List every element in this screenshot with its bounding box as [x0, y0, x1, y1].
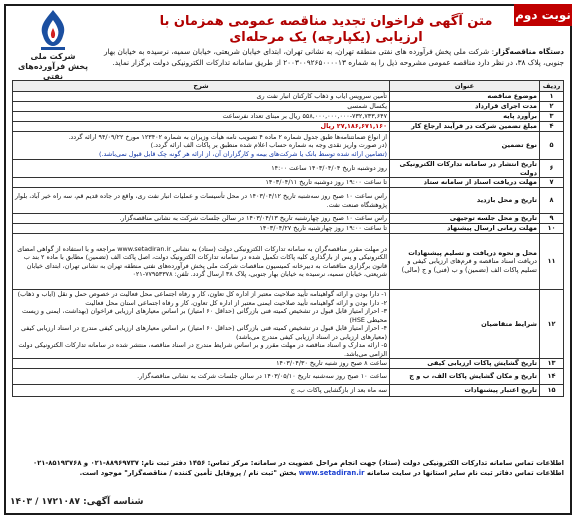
guarantee-line-1: از انواع ضمانتنامه‌ها طبق جدول شماره ۲ ماده ۴ تصویب نامه هیأت وزیران به شماره ۱۲۳۴۰۲ مورخ ۹۴/۰۹/۲۲ ارائه گردد.	[68, 132, 387, 141]
row-description: راس ساعت ۱۰ صبح روز چهارشنبه تاریخ ۱۴۰۳/۰۴/۱۳ در سالن جلسات شرکت به نشانی مناقصه‌گزار.	[13, 214, 390, 224]
row-title: مهلت دریافت اسناد از سامانه ستاد	[390, 178, 540, 188]
row-number: ۱۱	[540, 234, 564, 290]
row-number: ۱	[540, 92, 564, 102]
row-description	[13, 132, 390, 160]
table-row	[13, 188, 564, 214]
contact-text: اطلاعات تماس دفاتر ثبت نام سایر استانها در سایت سامانه	[366, 469, 564, 477]
table-header-row	[13, 81, 564, 92]
row-description: تا ساعت ۱۹:۰۰ روز دوشنبه تاریخ ۱۴۰۳/۰۴/۱۱	[13, 178, 390, 188]
row-number: ۸	[540, 188, 564, 214]
row-description: ۵۵۸,۰۰۰,۰۰۰,۰۰۰-۷۳۲,۷۳۳,۶۴۷ ریال بر مبنای تعداد نفرساعت	[13, 112, 390, 122]
row-title: موضوع مناقصه	[390, 92, 540, 102]
contact-line-1: اطلاعات تماس سامانه تدارکات الکترونیکی دولت (ستاد) جهت انجام مراحل عضویت در سامانه: مرکز تماس: ۱۴۵۶ دفتر ثبت نام: ۸۸۹۶۹۷۳۷-۰۲۱ و ۸۵۱۹۳۷۶۸-۰۲۱	[33, 459, 564, 467]
row-title: مدت اجرای قرارداد	[390, 102, 540, 112]
guarantee-line-2: (در صورت واریز نقدی وجه به شماره حساب اعلام شده منطبق بر پاکات الف ارائه گردد.)	[150, 141, 387, 150]
row-title: تاریخ گشایش پاکات ارزیابی کیفی	[390, 359, 540, 369]
table-row	[13, 92, 564, 102]
row-number: ۶	[540, 160, 564, 178]
table-row	[13, 214, 564, 224]
setad-link[interactable]: www.setadiran.ir	[298, 469, 365, 477]
condition-item: ۴- احراز امتیاز قابل قبول در تشخیص کمیته فنی بازرگانی (حداقل ۶۰ امتیاز) بر اساس معیارهای ارزیابی کیفی مندرج در اسناد ارزیابی کیفی (معیارهای ارزیابی در اسناد ارزیابی کیفی مندرج می‌باشد)	[20, 324, 387, 341]
row-number: ۵	[540, 132, 564, 160]
row-description: یکسال شمسی	[13, 102, 390, 112]
row-number: ۹	[540, 214, 564, 224]
row-number: ۱۵	[540, 385, 564, 397]
row-number: ۲	[540, 102, 564, 112]
row-description	[13, 290, 390, 359]
row-number: ۴	[540, 122, 564, 132]
row-description: در مهلت مقرر مناقصه‌گران به سامانه تدارکات الکترونیکی دولت (ستاد) به نشانی www.setadiran.ir مراجعه و با استفاده از گواهی امضای الکترونیکی و پس از بارگذاری کلیه پاکات تکمیل شده در سامانه تدارکات الکترونیک دولت، اصل پاکت الف (تضمین) مطابق با ماده ۲ بند ب قانون برگزاری مناقصات به دبیرخانه کمیسیون مناقصات شرکت ملی پخش فرآورده‌های نفتی منطقه تهران به نشانی تهران، ابتدای خیابان شریعتی، خیابان سمیه، نرسیده به خیابان بهار جنوبی، پلاک ۳۸ ارسال گردد. تلفن: ۷۷۹۵۳۳۷۸-۰۲۱	[13, 234, 390, 290]
flame-logo-icon	[33, 8, 73, 52]
table-row	[13, 122, 564, 132]
row-number: ۱۳	[540, 359, 564, 369]
logo-line-1: شرکت ملی	[30, 52, 76, 61]
intro-paragraph	[104, 46, 564, 68]
submission-title-extra: دریافت اسناد مناقصه و فرم‌های ارزیابی کیفی و تسلیم پاکات الف (تضمین) و ب (فنی) و ج (مالی)	[401, 257, 537, 274]
condition-item: ۱- دارا بودن و ارائه گواهینامه تأیید صلاحیت معتبر از اداره کل تعاون، کار و رفاه اجتماعی محل فعالیت در خصوص حمل و نقل (ایاب و ذهاب)	[17, 290, 387, 298]
header-row-number: ردیف	[540, 81, 564, 92]
row-title: تاریخ و مکان گشایش پاکات الف، ب و ج	[390, 369, 540, 385]
table-row	[13, 385, 564, 397]
row-title: مبلغ تضمین شرکت در فرآیند ارجاع کار	[390, 122, 540, 132]
table-row	[13, 102, 564, 112]
row-description: تأمین سرویس ایاب و ذهاب کارکنان انبار نفت ری	[13, 92, 390, 102]
condition-item: ۲- دارا بودن و ارائه گواهینامه تأیید صلاحیت ایمنی معتبر از اداره کل تعاون، کار و رفاه اجتماعی استان محل فعالیت	[85, 298, 387, 307]
row-number: ۱۰	[540, 224, 564, 234]
row-title: مهلت زمانی ارسال پیشنهاد	[390, 224, 540, 234]
ad-id: شناسه آگهی: ۱۷۲۱۰۸۷ / ۱۴۰۳	[10, 497, 144, 507]
intro-text: : شرکت ملی پخش فرآورده های نفتی منطقه تهران، به نشانی تهران، ابتدای خیابان شریعتی، خیابان سمیه، نرسیده به خیابان بهار جنوبی، پلاک ۳۸، در نظر دارد مناقصه عمومی مشروحه ذیل را به شماره ۲۰۰۳۰۰۹۲۶۵۰۰۰۰۱۳ از طریق سامانه تدارکات الکترونیکی دولت برگزار نماید.	[104, 47, 564, 67]
row-title: تاریخ و محل جلسه توجیهی	[390, 214, 540, 224]
row-title: برآورد پایه	[390, 112, 540, 122]
header-description: شرح	[13, 81, 390, 92]
row-number: ۱۲	[540, 290, 564, 359]
table-row	[13, 290, 564, 359]
table-row	[13, 132, 564, 160]
submission-title: محل و نحوه دریافت و تسلیم پیشنهادات	[408, 248, 537, 257]
row-description: روز دوشنبه تاریخ ۱۴۰۳/۰۴/۰۴ ساعت ۱۴:۰۰	[13, 160, 390, 178]
contact-info	[12, 458, 564, 478]
row-description: ساعت ۸ صبح روز شنبه تاریخ ۱۴۰۳/۰۴/۳۰	[13, 359, 390, 369]
tender-table	[12, 80, 564, 397]
row-number: ۳	[540, 112, 564, 122]
condition-item: ۳- احراز امتیاز قابل قبول در تشخیص کمیته فنی بازرگانی (حداقل ۶۰ امتیاز) بر اساس معیارهای ارزیابی فراخوان (بهداشت، ایمنی و زیست محیطی HSE)	[21, 307, 387, 324]
table-row	[13, 234, 564, 290]
contact-line-2	[12, 468, 564, 478]
row-title: تاریخ و محل بازدید	[390, 188, 540, 214]
row-description: راس ساعت ۱۰ صبح روز سه‌شنبه تاریخ ۱۴۰۳/۰۴/۱۲ در محل تأسیسات و عملیات انبار نفت ری، واقع در جاده قدیم قم، سه راه خیر آباد، بلوار پژوهشگاه صنعت نفت.	[13, 188, 390, 214]
ad-title: متن آگهی فراخوان تجدید مناقصه عمومی همزمان با ارزیابی (یکپارچه) یک مرحله‌ای	[159, 14, 493, 45]
row-description: سه ماه بعد از بازگشایی پاکات ب، ج	[13, 385, 390, 397]
guarantee-amount: ۲۷,۱۸۶,۶۷۱,۱۶۰ ریال	[13, 122, 390, 132]
table-row	[13, 112, 564, 122]
row-title	[390, 234, 540, 290]
table-row	[13, 369, 564, 385]
row-title: تاریخ اعتبار پیشنهادات	[390, 385, 540, 397]
row-title: نوع تضمین	[390, 132, 540, 160]
table-row	[13, 224, 564, 234]
row-title: شرایط متقاضیان	[390, 290, 540, 359]
row-description: ساعت ۱۰ صبح روز سه‌شنبه تاریخ ۱۴۰۳/۰۵/۱۰ در سالن جلسات شرکت به نشانی مناقصه‌گزار.	[13, 369, 390, 385]
header-title: عنوان	[390, 81, 540, 92]
condition-item: ۵- ارائه مدارک و اسناد مناقصه در مهلت مقرر و بر اساس شرایط مندرج در اسناد مناقصه، منتشر شده در سامانه تدارکات الکترونیکی دولت الزامی می‌باشد.	[18, 341, 387, 358]
row-number: ۱۴	[540, 369, 564, 385]
row-number: ۷	[540, 178, 564, 188]
logo-line-2: پخش فرآورده‌های نفتی	[17, 62, 89, 81]
table-row	[13, 178, 564, 188]
row-description: تا ساعت ۱۹:۰۰ روز چهارشنبه تاریخ ۱۴۰۳/۰۴/۲۷	[13, 224, 390, 234]
contact-text-2: بخش "ثبت نام / پروفایل تأمین کننده / مناقصه‌گزار" موجود است.	[79, 469, 297, 477]
guarantee-line-3: (تضامین ارائه شده توسط بانک یا شرکت‌های بیمه و کارگزاران آن، از ارائه هر گونه چک قابل قبول نمی‌باشد.)	[99, 149, 387, 158]
table-row	[13, 359, 564, 369]
company-logo	[14, 8, 92, 82]
intro-lead: دستگاه مناقصه‌گزار	[494, 47, 564, 56]
row-title: تاریخ انتشار در سامانه تدارکات الکترونیکی دولت	[390, 160, 540, 178]
table-row	[13, 160, 564, 178]
round-badge: نوبت دوم	[514, 4, 572, 26]
